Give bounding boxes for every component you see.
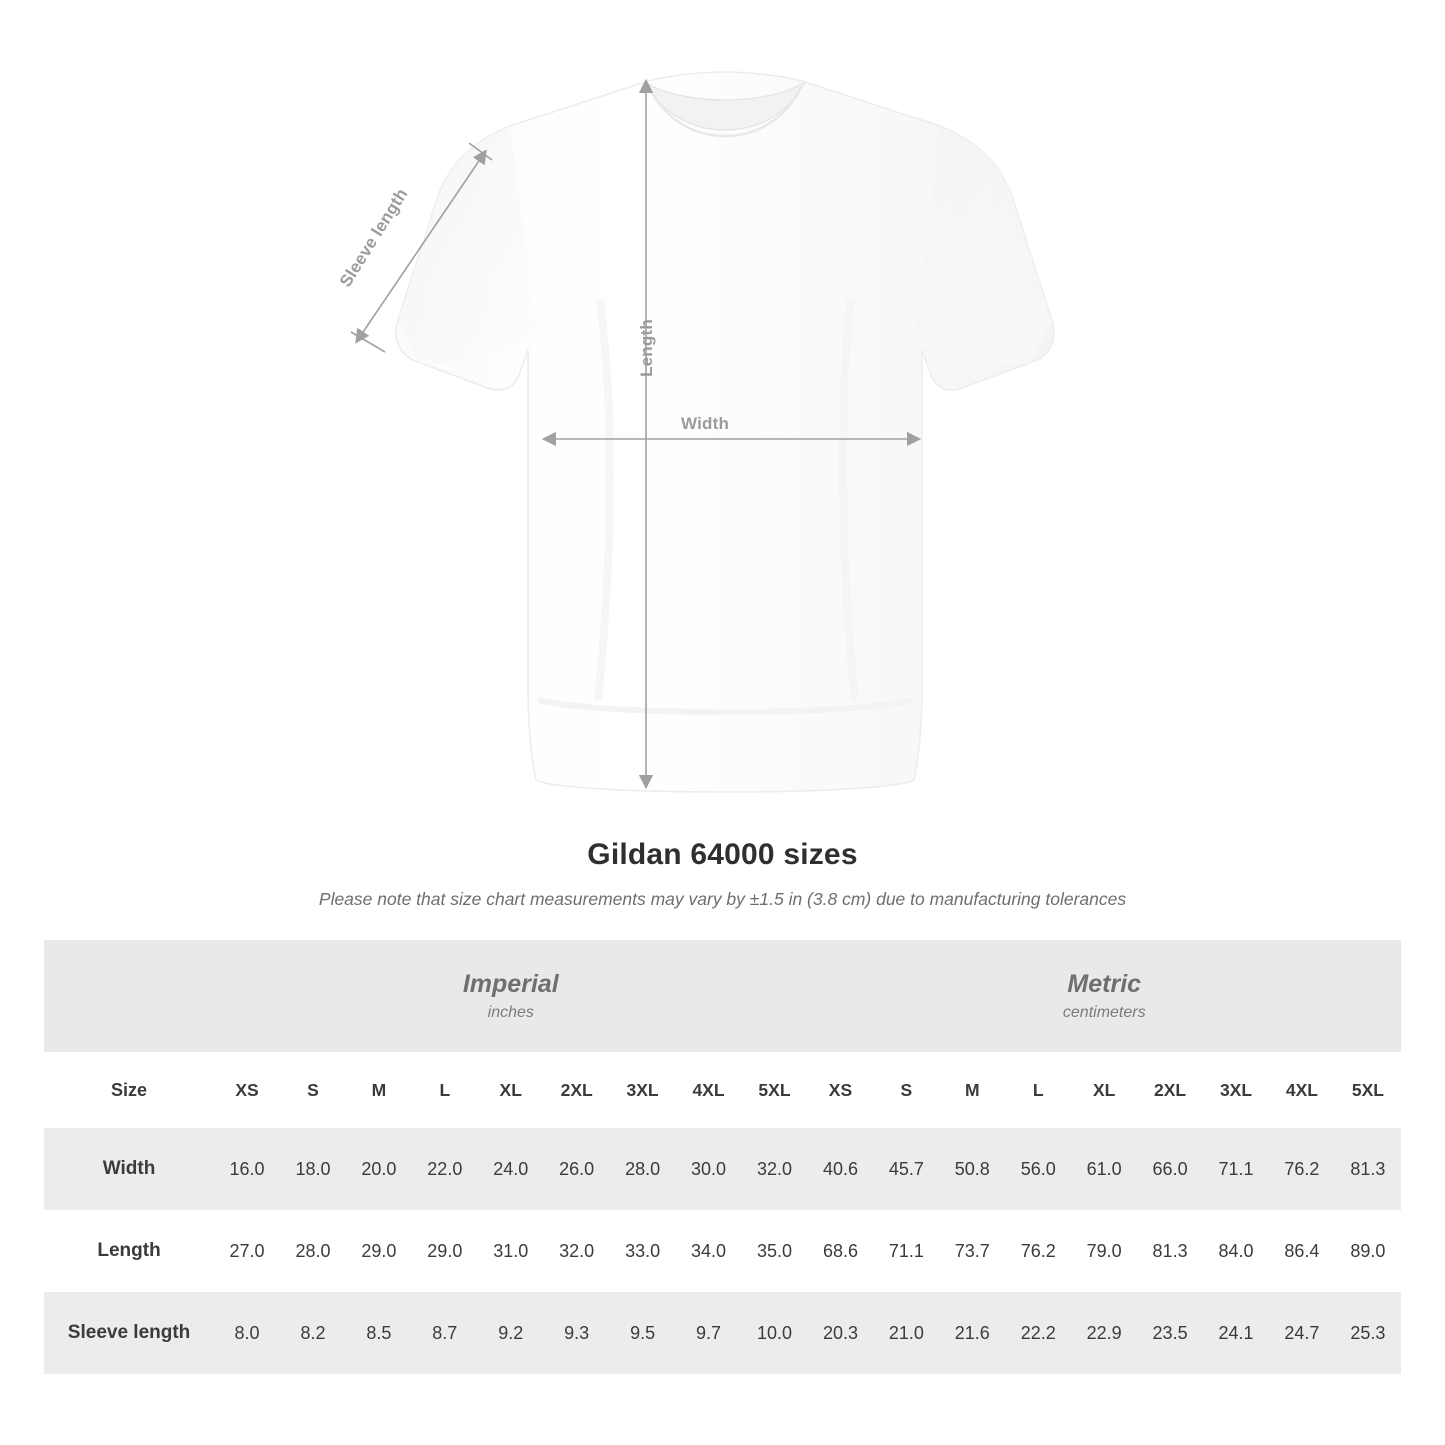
cell-length: 86.4 [1269,1210,1335,1292]
cell-sleeve-length: 8.7 [412,1292,478,1374]
unit-header-row [44,940,1401,1052]
cell-width: 22.0 [412,1128,478,1210]
size-header-cell: 2XL [1137,1052,1203,1128]
size-header-cell: XL [478,1052,544,1128]
cell-width: 71.1 [1203,1128,1269,1210]
size-header-cell: XS [808,1052,874,1128]
cell-sleeve-length: 21.6 [939,1292,1005,1374]
unit-imperial-sub: inches [487,1004,534,1022]
cell-sleeve-length: 8.0 [214,1292,280,1374]
cell-length: 34.0 [676,1210,742,1292]
width-label: Width [681,414,730,433]
cell-sleeve-length: 9.3 [544,1292,610,1374]
cell-sleeve-length: 21.0 [873,1292,939,1374]
size-header-cell: M [346,1052,412,1128]
cell-length: 68.6 [808,1210,874,1292]
cell-width: 61.0 [1071,1128,1137,1210]
row-header-size: Size [44,1052,214,1128]
size-header-cell: 4XL [1269,1052,1335,1128]
unit-metric-name: Metric [1067,969,1142,998]
cell-length: 35.0 [741,1210,807,1292]
cell-width: 30.0 [676,1128,742,1210]
size-header-cell: 3XL [610,1052,676,1128]
cell-sleeve-length: 24.1 [1203,1292,1269,1374]
size-table-wrapper [44,940,1401,1374]
cell-width: 18.0 [280,1128,346,1210]
cell-length: 31.0 [478,1210,544,1292]
cell-width: 40.6 [808,1128,874,1210]
cell-sleeve-length: 10.0 [741,1292,807,1374]
cell-sleeve-length: 22.2 [1005,1292,1071,1374]
cell-sleeve-length: 25.3 [1335,1292,1401,1374]
unit-metric [808,940,1402,1052]
table-row [44,1128,1401,1210]
row-label-sleeve-length: Sleeve length [44,1292,214,1374]
cell-length: 76.2 [1005,1210,1071,1292]
size-header-cell: 2XL [544,1052,610,1128]
cell-width: 50.8 [939,1128,1005,1210]
cell-length: 33.0 [610,1210,676,1292]
unit-corner-cell [44,940,214,1052]
size-header-cell: XL [1071,1052,1137,1128]
cell-sleeve-length: 9.7 [676,1292,742,1374]
cell-length: 89.0 [1335,1210,1401,1292]
cell-length: 73.7 [939,1210,1005,1292]
size-header-cell: M [939,1052,1005,1128]
cell-sleeve-length: 8.5 [346,1292,412,1374]
size-header-cell: 3XL [1203,1052,1269,1128]
size-header-cell: 5XL [741,1052,807,1128]
cell-sleeve-length: 20.3 [808,1292,874,1374]
unit-imperial [214,940,807,1052]
cell-length: 32.0 [544,1210,610,1292]
cell-sleeve-length: 9.5 [610,1292,676,1374]
cell-sleeve-length: 23.5 [1137,1292,1203,1374]
cell-length: 27.0 [214,1210,280,1292]
size-header-cell: 4XL [676,1052,742,1128]
title-block [0,838,1445,910]
page-title: Gildan 64000 sizes [587,838,858,871]
table-row [44,1210,1401,1292]
cell-width: 20.0 [346,1128,412,1210]
cell-width: 24.0 [478,1128,544,1210]
size-header-cell: 5XL [1335,1052,1401,1128]
cell-width: 66.0 [1137,1128,1203,1210]
unit-imperial-name: Imperial [462,969,559,998]
size-table [44,940,1401,1374]
cell-sleeve-length: 24.7 [1269,1292,1335,1374]
cell-width: 81.3 [1335,1128,1401,1210]
cell-sleeve-length: 9.2 [478,1292,544,1374]
cell-length: 28.0 [280,1210,346,1292]
cell-width: 16.0 [214,1128,280,1210]
size-header-cell: S [280,1052,346,1128]
size-header-cell: L [1005,1052,1071,1128]
size-header-cell: XS [214,1052,280,1128]
cell-length: 29.0 [346,1210,412,1292]
cell-width: 56.0 [1005,1128,1071,1210]
unit-metric-sub: centimeters [1062,1004,1146,1022]
size-header-cell: L [412,1052,478,1128]
sleeve-length-label: Sleeve length [335,185,412,291]
cell-length: 84.0 [1203,1210,1269,1292]
cell-length: 81.3 [1137,1210,1203,1292]
row-label-width: Width [44,1128,214,1210]
cell-width: 76.2 [1269,1128,1335,1210]
cell-width: 26.0 [544,1128,610,1210]
row-label-length: Length [44,1210,214,1292]
table-row [44,1292,1401,1374]
cell-width: 28.0 [610,1128,676,1210]
cell-length: 79.0 [1071,1210,1137,1292]
cell-length: 71.1 [873,1210,939,1292]
cell-sleeve-length: 22.9 [1071,1292,1137,1374]
cell-width: 45.7 [873,1128,939,1210]
measurement-tolerance-note: Please note that size chart measurements may vary by ±1.5 in (3.8 cm) due to manufacturing tolerances [318,889,1127,909]
size-header-row [44,1052,1401,1128]
length-label: Length [636,319,656,377]
size-header-cell: S [873,1052,939,1128]
cell-length: 29.0 [412,1210,478,1292]
cell-width: 32.0 [741,1128,807,1210]
cell-sleeve-length: 8.2 [280,1292,346,1374]
